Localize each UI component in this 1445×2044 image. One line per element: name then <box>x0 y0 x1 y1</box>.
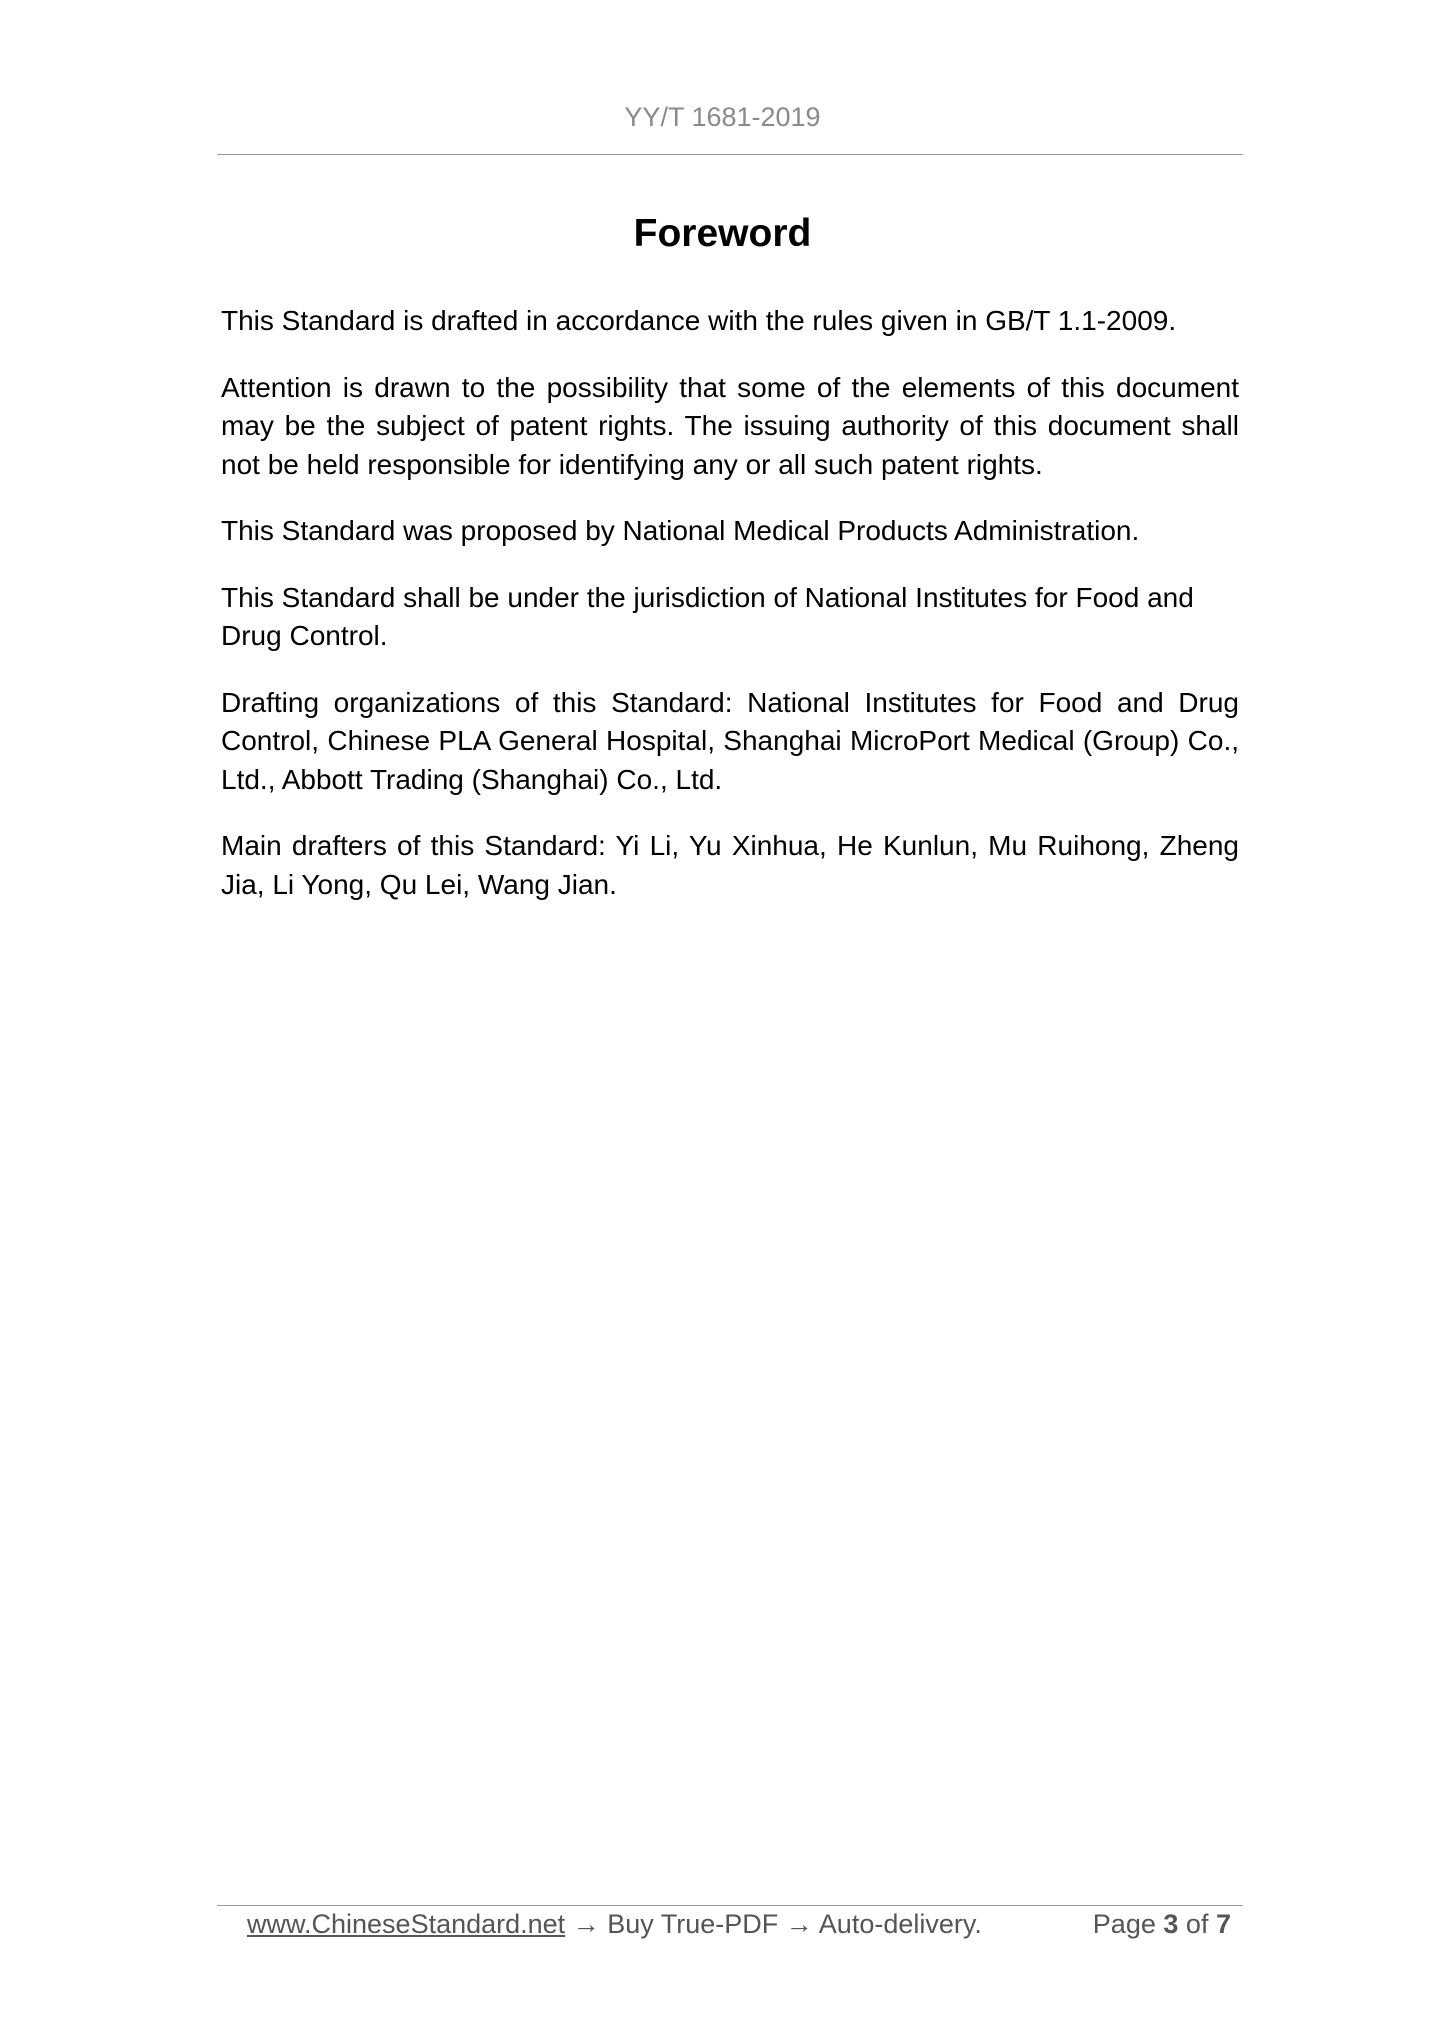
paragraph-patent-notice: Attention is drawn to the possibility that some of the elements of this document may be the subject of patent rights. The issuing authority of this document shall not be held responsible for identifying any or all such patent rights. <box>221 371 1239 480</box>
of-label: of <box>1185 1909 1209 1939</box>
arrow-icon: → <box>572 1909 600 1939</box>
page-label: Page <box>1092 1909 1156 1939</box>
page-title: Foreword <box>633 212 812 255</box>
paragraph-drafting-organizations: Drafting organizations of this Standard: National Institutes for Food and Drug Control, Chinese PLA General Hospital, Shanghai MicroPort Medical (Group) Co., Ltd., Abbott Trading (Shanghai) Co., Ltd. <box>221 686 1239 795</box>
website-link[interactable]: www.ChineseStandard.net <box>247 1909 566 1939</box>
paragraph-drafting-rules: This Standard is drafted in accordance with the rules given in GB/T 1.1-2009. <box>221 305 1177 336</box>
delivery-text: Auto-delivery. <box>818 1909 982 1939</box>
standard-code: YY/T 1681-2019 <box>624 102 821 132</box>
running-header <box>0 102 1445 133</box>
buy-text: Buy True-PDF <box>607 1909 779 1939</box>
running-footer <box>247 1909 1237 1940</box>
paragraph-main-drafters: Main drafters of this Standard: Yi Li, Yu Xinhua, He Kunlun, Mu Ruihong, Zheng Jia, Li Yong, Qu Lei, Wang Jian. <box>221 830 1239 900</box>
page-indicator <box>1093 1909 1231 1940</box>
total-pages: 7 <box>1215 1909 1231 1939</box>
paragraph-proposed-by: This Standard was proposed by National Medical Products Administration. <box>221 515 1140 546</box>
current-page: 3 <box>1163 1909 1179 1939</box>
header-divider <box>217 154 1243 155</box>
arrow-icon: → <box>785 1909 813 1939</box>
footer-divider <box>217 1905 1243 1906</box>
foreword-body <box>221 302 1239 932</box>
paragraph-jurisdiction: This Standard shall be under the jurisdiction of National Institutes for Food and Drug Control. <box>221 581 1194 651</box>
